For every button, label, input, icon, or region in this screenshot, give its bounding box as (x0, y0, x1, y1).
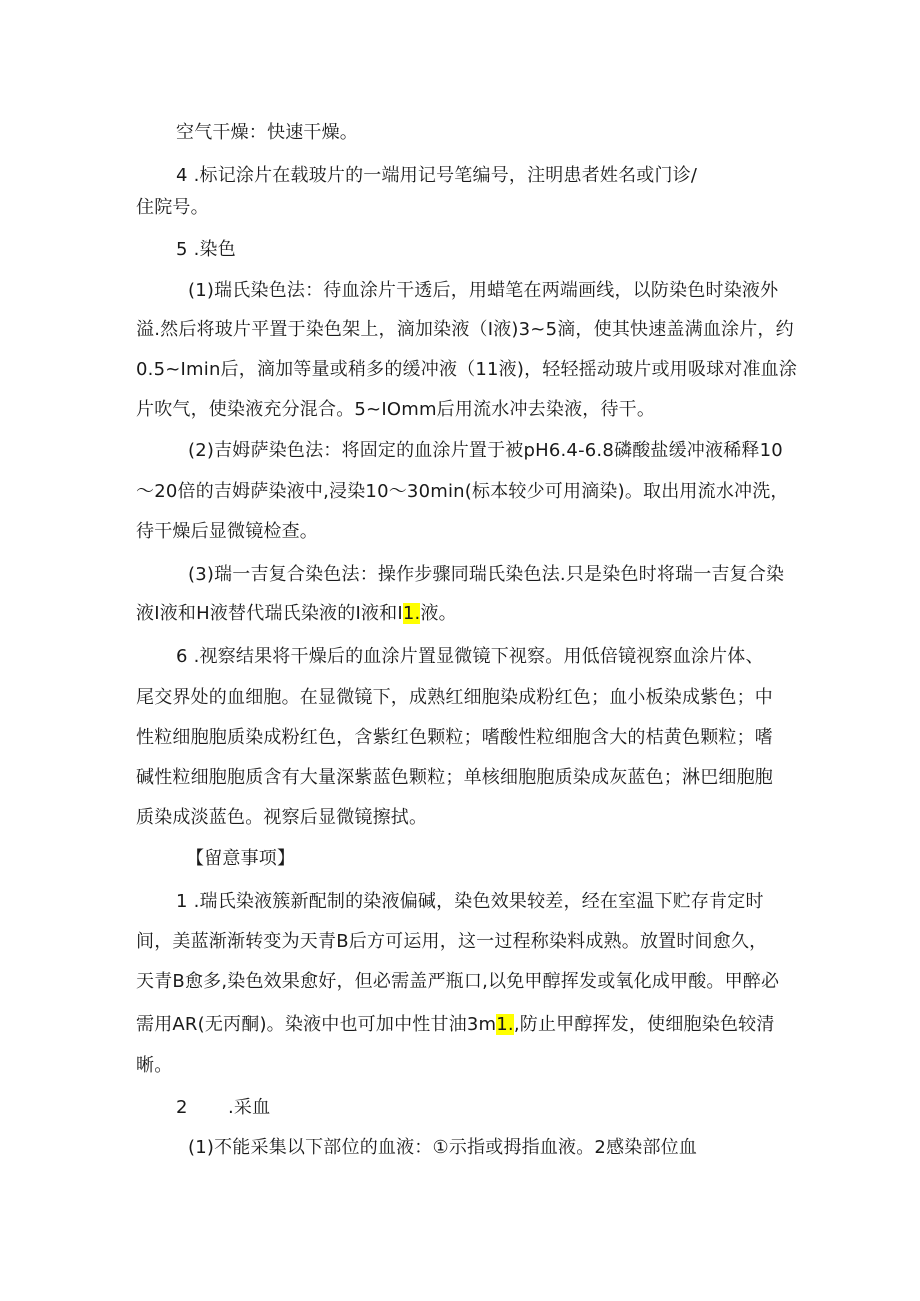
paragraph-line: ～20倍的吉姆萨染液中,浸染10～30min(标本较少可用滴染)。取出用流水冲洗， (136, 481, 789, 502)
paragraph-line: 0.5~Imin后，滴加等量或稍多的缓冲液（11液)，轻轻摇动玻片或用吸球对准血涂 (136, 359, 798, 380)
line-text: 需用AR(无丙酮)。染液中也可加中性甘油3m (136, 1014, 497, 1035)
paragraph-line: 片吹气，使染液充分混合。5~IOmm后用流水冲去染液，待干。 (136, 399, 656, 420)
paragraph-line: 性粒细胞胞质染成粉红色，含紫红色颗粒；嗜酸性粒细胞含大的桔黄色颗粒；嗜 (136, 727, 773, 748)
paragraph-line: 1 .瑞氏染液簇新配制的染液偏碱，染色效果较差，经在室温下贮存肯定时 (176, 891, 764, 912)
paragraph-line: (3)瑞一吉复合染色法：操作步骤同瑞氏染色法.只是染色时将瑞一吉复合染 (188, 564, 785, 585)
paragraph-line: (1)不能采集以下部位的血液：①示指或拇指血液。2感染部位血 (188, 1137, 698, 1158)
paragraph-line: 溢.然后将玻片平置于染色架上，滴加染液（I液)3~5滴，使其快速盖满血涂片，约 (136, 319, 794, 340)
paragraph-line: 4 .标记涂片在载玻片的一端用记号笔编号，注明患者姓名或门诊/ (176, 165, 698, 186)
paragraph-line: 空气干燥：快速干燥。 (176, 122, 358, 143)
paragraph-line: 天青B愈多,染色效果愈好，但必需盖严瓶口,以免甲醇挥发或氧化成甲酸。甲醉必 (136, 971, 780, 992)
paragraph-line: (2)吉姆萨染色法：将固定的血涂片置于被pH6.4-6.8磷酸盐缓冲液稀释10 (188, 440, 783, 461)
section-heading (176, 1096, 270, 1120)
line-text: ,防止甲醇挥发，使细胞染色较清 (513, 1014, 775, 1035)
section-heading: 5 .染色 (176, 239, 236, 260)
paragraph-line: (1)瑞氏染色法：待血涂片干透后，用蜡笔在两端画线，以防染色时染液外 (188, 280, 779, 301)
line-text: 液I液和H液替代瑞氏染液的I液和I (136, 603, 403, 624)
highlighted-text: 1. (402, 603, 421, 624)
paragraph-line: 6 .视察结果将干燥后的血涂片置显微镜下视察。用低倍镜视察血涂片体、 (176, 646, 764, 667)
paragraph-line: 晰。 (136, 1055, 173, 1076)
paragraph-line (136, 602, 457, 626)
paragraph-line: 尾交界处的血细胞。在显微镜下，成熟红细胞染成粉红色；血小板染成紫色；中 (136, 687, 773, 708)
section-title: .采血 (228, 1097, 271, 1118)
line-text: 液。 (420, 603, 457, 624)
highlighted-text: 1. (496, 1014, 514, 1035)
paragraph-line (136, 1013, 775, 1037)
section-number: 2 (176, 1097, 188, 1118)
paragraph-line: 碱性粒细胞胞质含有大量深紫蓝色颗粒；单核细胞胞质染成灰蓝色；淋巴细胞胞 (136, 767, 773, 788)
paragraph-line: 待干燥后显微镜检查。 (136, 521, 318, 542)
paragraph-line: 质染成淡蓝色。视察后显微镜擦拭。 (136, 807, 428, 828)
section-heading: 【留意事项】 (186, 848, 296, 869)
paragraph-line: 间，美蓝渐渐转变为天青B后方可运用，这一过程称染料成熟。放置时间愈久， (136, 931, 768, 952)
paragraph-line: 住院号。 (136, 197, 209, 218)
